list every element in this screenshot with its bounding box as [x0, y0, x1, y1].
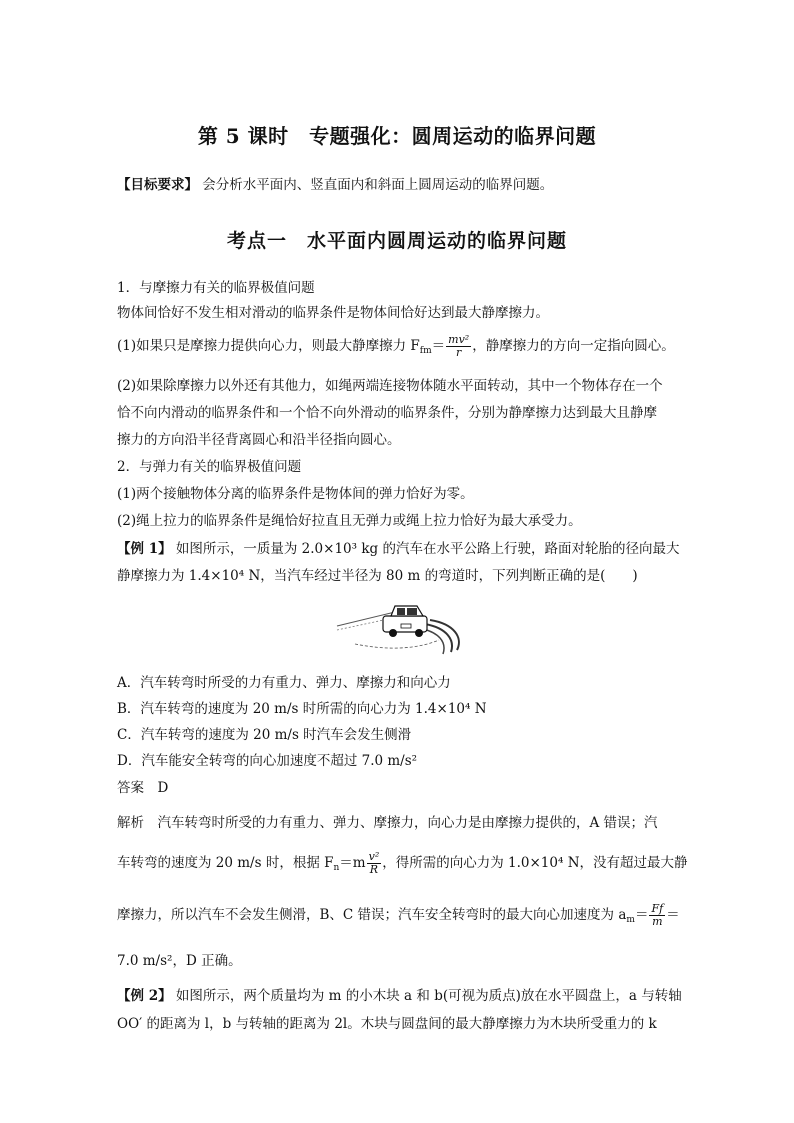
p1-line1: 物体间恰好不发生相对滑动的临界条件是物体间恰好达到最大静摩擦力。 — [117, 305, 549, 321]
fraction-numerator: mv² — [448, 333, 470, 346]
solution2-sub: n — [333, 863, 340, 873]
goal-text: 会分析水平面内、竖直面内和斜面上圆周运动的临界问题。 — [202, 177, 554, 193]
fraction-denominator: r — [456, 346, 462, 359]
fraction-numerator: Ff — [651, 902, 664, 915]
ex1-tag: 【例 1】 — [117, 541, 172, 557]
section-heading: 考点一 水平面内圆周运动的临界问题 — [226, 230, 567, 252]
solution2-pre: 车转弯的速度为 20 m/s 时，根据 F — [117, 855, 334, 871]
p1-item1 — [117, 334, 675, 359]
fraction-denominator: m — [652, 915, 663, 928]
learning-goal — [117, 173, 553, 193]
ex1-line1 — [117, 537, 679, 557]
ex1-solution-line1 — [117, 811, 658, 831]
solution3-sub: m — [626, 915, 635, 925]
p2-heading: 2．与弹力有关的临界极值问题 — [117, 459, 302, 475]
solution-text1: 汽车转弯时所受的力有重力、弹力、摩擦力，向心力是由摩擦力提供的，A 错误；汽 — [157, 815, 658, 831]
ex1-option-d: D．汽车能安全转弯的向心加速度不超过 7.0 m/s² — [117, 753, 418, 769]
p1-item1-eq: ＝ — [431, 338, 446, 354]
p1-item2-a: (2)如果除摩擦力以外还有其他力，如绳两端连接物体随水平面转动，其中一个物体存在一个 — [117, 378, 663, 394]
ex2-text1: 如图所示，两个质量均为 m 的小木块 a 和 b(可视为质点)放在水平圆盘上，a 与转轴 — [171, 988, 682, 1004]
ex1-line2: 静摩擦力为 1.4×10⁴ N，当汽车经过半径为 80 m 的弯道时，下列判断正确的是( ) — [117, 568, 638, 584]
solution3-eq: ＝ — [634, 907, 649, 923]
ex1-answer — [117, 776, 168, 796]
ex1-text1: 如图所示，一质量为 2.0×10³ kg 的汽车在水平公路上行驶，路面对轮胎的径向最大 — [171, 541, 680, 557]
fraction-numerator: v² — [368, 850, 380, 863]
ex1-option-a: A．汽车转弯时所受的力有重力、弹力、摩擦力和向心力 — [117, 675, 451, 691]
ex1-option-c: C．汽车转弯的速度为 20 m/s 时汽车会发生侧滑 — [117, 727, 412, 743]
goal-tag: 【目标要求】 — [117, 177, 198, 193]
fraction-denominator: R — [369, 863, 379, 876]
solution2-eq: ＝m — [339, 855, 366, 871]
ex1-option-b: B．汽车转弯的速度为 20 m/s 时所需的向心力为 1.4×10⁴ N — [117, 701, 487, 717]
ex2-tag: 【例 2】 — [117, 988, 172, 1004]
answer-value: D — [157, 780, 169, 796]
ex1-solution-line3 — [117, 903, 680, 928]
answer-label: 答案 — [117, 780, 144, 796]
p1-item1-post: ，静摩擦力的方向一定指向圆心。 — [472, 338, 675, 354]
p1-item2-b: 恰不向内滑动的临界条件和一个恰不向外滑动的临界条件，分别为静摩擦力达到最大且静摩 — [117, 405, 657, 421]
car-on-curve-figure — [335, 598, 465, 658]
solution3-post: ＝ — [666, 907, 680, 923]
p2-item1: (1)两个接触物体分离的临界条件是物体间的弹力恰好为零。 — [117, 486, 474, 502]
p1-item2-c: 擦力的方向沿半径背离圆心和沿半径指向圆心。 — [117, 432, 401, 448]
p1-item1-sub: fm — [419, 346, 432, 356]
ex1-solution-line4: 7.0 m/s²，D 正确。 — [117, 953, 242, 969]
p1-heading: 1．与摩擦力有关的临界极值问题 — [117, 280, 315, 296]
ex1-solution-line2 — [117, 851, 688, 876]
page-title: 第 5 课时 专题强化：圆周运动的临界问题 — [197, 124, 597, 148]
fraction-mv2-r — [446, 334, 471, 359]
p2-item2: (2)绳上拉力的临界条件是绳恰好拉直且无弹力或绳上拉力恰好为最大承受力。 — [117, 513, 582, 529]
ex2-line2: OO′ 的距离为 l，b 与转轴的距离为 2l。木块与圆盘间的最大静摩擦力为木块所受重力的 k — [117, 1016, 657, 1032]
solution2-post: ，得所需的向心力为 1.0×10⁴ N，没有超过最大静 — [382, 855, 688, 871]
p1-item1-pre: (1)如果只是摩擦力提供向心力，则最大静摩擦力 F — [117, 338, 420, 354]
solution3-pre: 摩擦力，所以汽车不会发生侧滑，B、C 错误；汽车安全转弯时的最大向心加速度为 a — [117, 907, 627, 923]
fraction-ff-m — [649, 903, 665, 928]
ex2-line1 — [117, 984, 682, 1004]
solution-label: 解析 — [117, 815, 144, 831]
fraction-v2-r — [367, 851, 382, 876]
